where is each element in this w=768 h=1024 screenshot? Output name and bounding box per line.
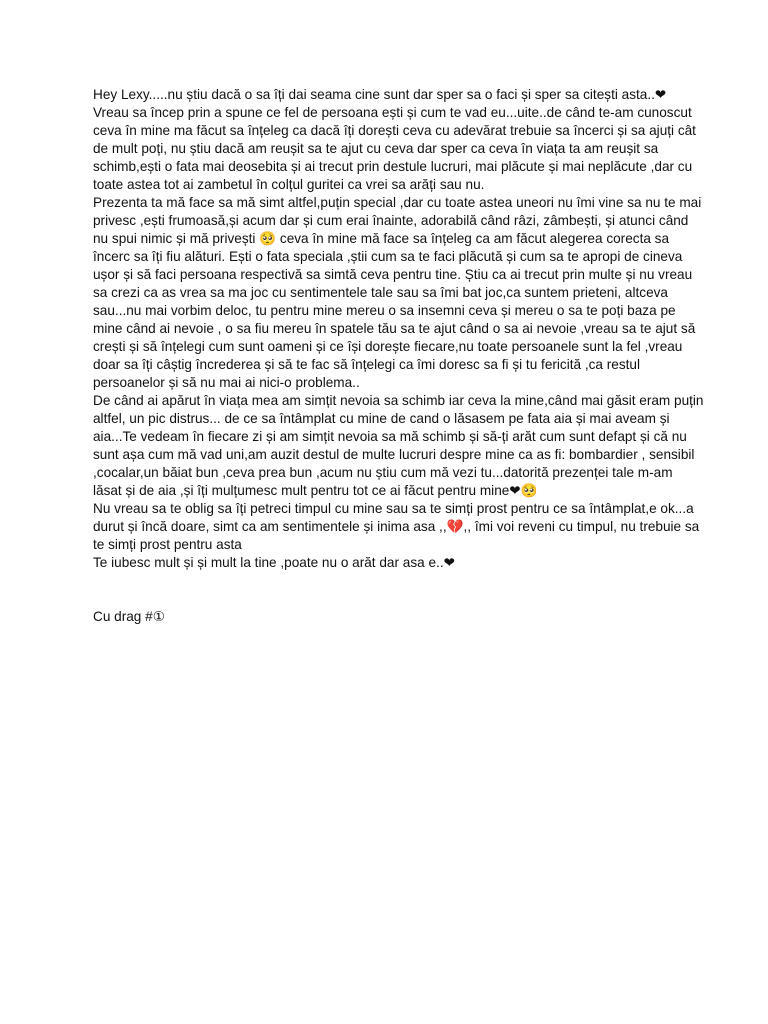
blank-space xyxy=(93,572,705,608)
paragraph-closing: Te iubesc mult și și mult la tine ,poate nu o arăt dar asa e..❤ xyxy=(93,555,455,570)
paragraph-greeting: Hey Lexy.....nu știu dacă o sa îți dai seama cine sunt dar sper sa o faci și sper sa citești asta..❤ xyxy=(93,87,667,102)
paragraph-2: Prezenta ta mă face sa mă simt altfel,puțin special ,dar cu toate astea uneori nu îmi vine sa nu te mai privesc ,ești frumoasă,și acum dar și cum erai înainte, adorabilă când râzi, zâmbești, și atunci când nu spui nimic și mă privești 🥺 ceva în mine mă face sa înțeleg ca am făcut alegerea corecta sa încerc sa îți fiu alături. Ești o fata speciala ,știi cum sa te faci plăcută și cum sa te apropi de cineva ușor și să faci persoana respectivă sa simtă ceva pentru tine. Știu ca ai trecut prin multe și nu vreau sa crezi ca as vrea sa ma joc cu sentimentele tale sau sa îmi bat joc,ca suntem prieteni, altceva sau...nu mai vorbim deloc, tu pentru mine mereu o sa insemni ceva și mereu o sa te poți baza pe mine când ai nevoie , o sa fiu mereu în spatele tău sa te ajut când o sa ai nevoie ,vreau sa te ajut să crești și să înțelegi cum sunt oameni și ce își dorește fiecare,nu toate persoanele sunt la fel ,vreau doar sa îți câștig încrederea și să te fac să înțelegi ca îmi doresc sa fi și tu fericită ,ca restul persoanelor și să nu mai ai nici-o problema.. xyxy=(93,195,702,390)
paragraph-3: De când ai apărut în viața mea am simțit nevoia sa schimb iar ceva la mine,când mai găsit eram puțin altfel, un pic distrus... de ce sa întâmplat cu mine de cand o lăsasem pe fata aia și mai aveam și aia...Te vedeam în fiecare zi și am simțit nevoia sa mă schimb și să-ți arăt cum sunt defapt și că nu sunt așa cum mă vad uni,am auzit destul de multe lucruri despre mine ca as fi: bombardier , sensibil ,cocalar,un băiat bun ,ceva prea bun ,acum nu știu cum mă vezi tu...datorită prezenței tale m-am lăsat și de aia ,și îți mulțumesc mult pentru tot ce ai făcut pentru mine❤🥺 xyxy=(93,393,704,498)
letter-body xyxy=(93,86,705,626)
signature: Cu drag #① xyxy=(93,609,165,624)
paragraph-4: Nu vreau sa te oblig sa îți petreci timpul cu mine sau sa te simți prost pentru ce sa întâmplat,e ok...a durut și încă doare, simt ca am sentimentele și inima asa ,,💔,, îmi voi reveni cu timpul, nu trebuie sa te simți prost pentru asta xyxy=(93,501,700,552)
paragraph-1: Vreau sa încep prin a spune ce fel de persoana ești și cum te vad eu...uite..de când te-am cunoscut ceva în mine ma făcut sa înțeleg ca dacă îți dorești ceva cu adevărat trebuie sa încerci și sa ajuți cât de mult poți, nu știu dacă am reușit sa te ajut cu ceva dar sper ca ceva în viața ta am reușit sa schimb,ești o fata mai deosebita și ai trecut prin destule lucruri, mai plăcute și mai neplăcute ,dar cu toate astea tot ai zambetul în colțul guritei ca vrei sa arăți sau nu. xyxy=(93,105,696,192)
